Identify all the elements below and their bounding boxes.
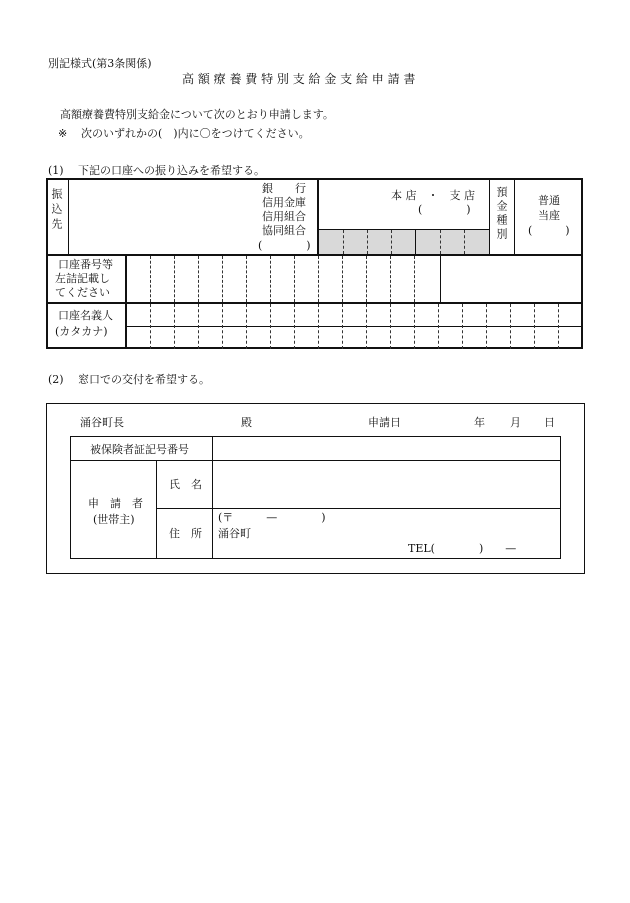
furikomisaki-label: 振込先: [50, 188, 63, 233]
form-title: 高 額 療 養 費 特 別 支 給 金 支 給 申 請 書: [182, 72, 416, 86]
address-label: 住 所: [169, 527, 202, 540]
section2-heading: 窓口での交付を希望する。: [78, 373, 210, 386]
deposit-type-label: 預金種別: [495, 186, 508, 242]
town-name: 涌谷町: [218, 527, 251, 540]
postal-code[interactable]: (〒 — ): [218, 511, 326, 524]
bank-type-kyodo: 協同組合: [262, 224, 306, 237]
date-month-label: 月: [510, 416, 521, 429]
account-number-label-1: 口座番号等: [58, 258, 113, 271]
applicant-label: 申 請 者: [88, 497, 143, 510]
name-field[interactable]: [213, 461, 560, 508]
addressee: 涌谷町長: [80, 416, 124, 429]
holder-label-2: (カタカナ): [55, 325, 108, 338]
bank-type-paren[interactable]: ( ): [258, 239, 311, 252]
applicant-sub-label: (世帯主): [93, 513, 135, 526]
bank-type-bank: 銀 行: [262, 182, 306, 195]
branch-type-paren[interactable]: ( ): [418, 203, 471, 216]
insured-number-label: 被保険者証記号番号: [90, 443, 189, 456]
holder-label-1: 口座名義人: [58, 309, 113, 322]
bank-type-shinkumi: 信用組合: [262, 210, 306, 223]
section1-number: (1): [48, 164, 64, 177]
dono-label: 殿: [241, 416, 252, 429]
bank-type-shinkin: 信用金庫: [262, 196, 306, 209]
account-number-label-3: てください: [55, 286, 110, 299]
form-label: 別記様式(第3条関係): [48, 57, 152, 70]
section1-heading: 下記の口座への振り込みを希望する。: [78, 164, 265, 177]
intro-line-1: 高額療養費特別支給金について次のとおり申請します。: [60, 108, 334, 121]
branch-type-label: 本 店 ・ 支 店: [391, 189, 475, 202]
date-year-label: 年: [474, 416, 485, 429]
intro-line-2: 次のいずれかの( )内に〇をつけてください。: [81, 127, 310, 140]
deposit-option-toza: 当座: [538, 209, 560, 222]
intro-note-mark: ※: [58, 127, 68, 140]
insured-number-field[interactable]: [213, 437, 560, 460]
name-label: 氏 名: [169, 478, 202, 491]
date-day-label: 日: [544, 416, 555, 429]
section2-number: (2): [48, 373, 64, 386]
deposit-option-futsu: 普通: [538, 194, 560, 207]
application-date-label: 申請日: [368, 416, 401, 429]
account-number-label-2: 左詰記載し: [55, 272, 110, 285]
deposit-type-paren[interactable]: ( ): [528, 224, 570, 237]
telephone-field[interactable]: TEL( ) —: [408, 542, 517, 555]
